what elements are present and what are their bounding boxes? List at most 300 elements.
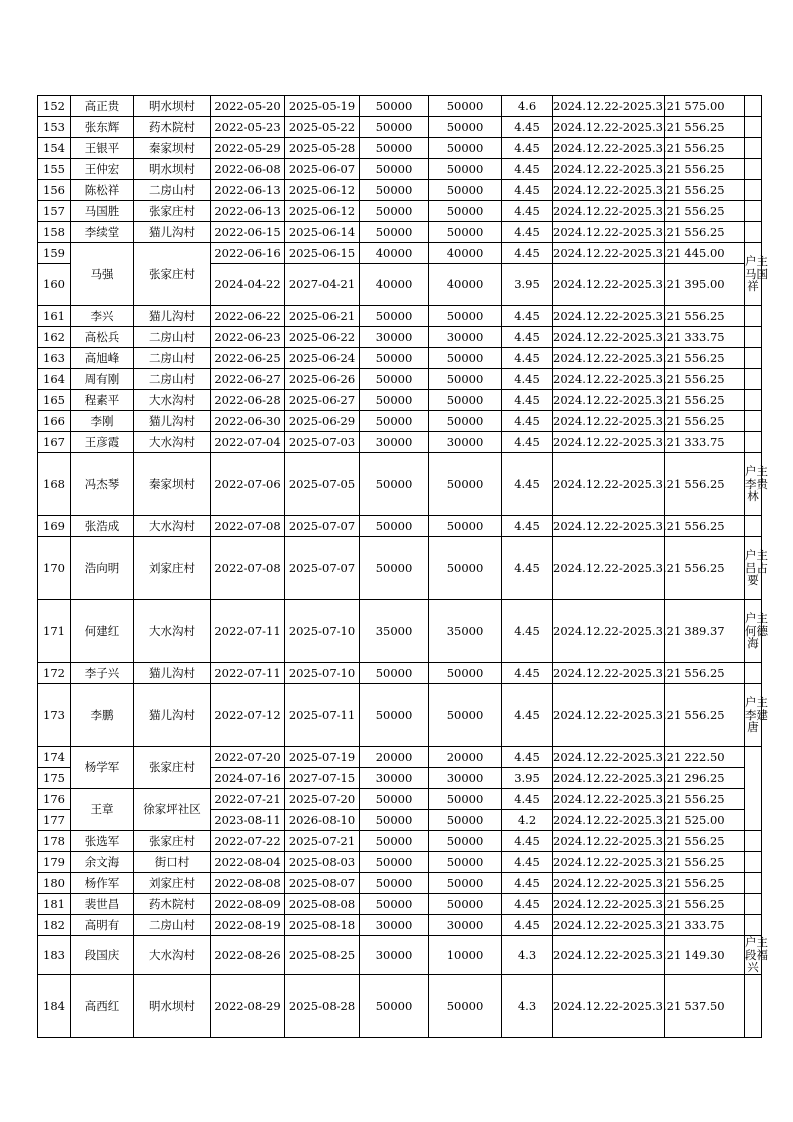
row-number-cell: 183: [38, 936, 71, 975]
interest-amount-cell: 556.25: [665, 873, 745, 894]
remark-cell: [745, 180, 762, 201]
interest-period-cell: 2024.12.22-2025.3.21: [553, 894, 665, 915]
loan-amount-cell: 50000: [360, 369, 429, 390]
loan-end-date-cell: 2025-07-07: [285, 516, 360, 537]
remark-line: 段福: [745, 947, 768, 962]
loan-amount-cell: 50000: [360, 201, 429, 222]
loan-balance-cell: 30000: [429, 327, 502, 348]
interest-amount-cell: 556.25: [665, 684, 745, 747]
loan-start-date-cell: 2022-06-08: [211, 159, 285, 180]
loan-end-date-cell: 2026-08-10: [285, 810, 360, 831]
interest-rate-cell: 3.95: [502, 768, 553, 789]
loan-end-date-cell: 2025-06-21: [285, 306, 360, 327]
interest-rate-cell: 4.45: [502, 306, 553, 327]
loan-amount-cell: 50000: [360, 789, 429, 810]
row-number-cell: 184: [38, 974, 71, 1037]
table-row: [38, 516, 762, 537]
table-row: [38, 537, 762, 600]
interest-rate-cell: 4.45: [502, 600, 553, 663]
interest-amount-cell: 556.25: [665, 411, 745, 432]
remark-cell: [745, 390, 762, 411]
interest-amount-cell: 556.25: [665, 516, 745, 537]
interest-amount-cell: 556.25: [665, 117, 745, 138]
loan-end-date-cell: 2025-06-07: [285, 159, 360, 180]
table-row: [38, 852, 762, 873]
remark-cell: [745, 243, 768, 306]
interest-rate-cell: 4.45: [502, 873, 553, 894]
remark-line: 兴: [747, 960, 759, 975]
loan-amount-cell: 50000: [360, 390, 429, 411]
borrower-name-cell: 马强: [71, 243, 134, 306]
interest-period-cell: 2024.12.22-2025.3.21: [553, 159, 665, 180]
village-cell: 张家庄村: [134, 201, 211, 222]
interest-period-cell: 2024.12.22-2025.3.21: [553, 873, 665, 894]
loan-end-date-cell: 2025-05-28: [285, 138, 360, 159]
loan-end-date-cell: 2025-08-08: [285, 894, 360, 915]
village-cell: 明水坝村: [134, 974, 211, 1037]
borrower-name-cell: 王银平: [71, 138, 134, 159]
remark-cell: [745, 138, 762, 159]
remark-cell: [745, 974, 762, 1037]
village-cell: 刘家庄村: [134, 537, 211, 600]
village-cell: 街口村: [134, 852, 211, 873]
table-row: [38, 117, 762, 138]
interest-rate-cell: 4.45: [502, 348, 553, 369]
interest-rate-cell: 4.45: [502, 222, 553, 243]
loan-start-date-cell: 2022-08-09: [211, 894, 285, 915]
row-number-cell: 164: [38, 369, 71, 390]
interest-period-cell: 2024.12.22-2025.3.21: [553, 516, 665, 537]
interest-rate-cell: 4.45: [502, 453, 553, 516]
loan-balance-cell: 50000: [429, 663, 502, 684]
village-cell: 猫儿沟村: [134, 663, 211, 684]
loan-amount-cell: 50000: [360, 138, 429, 159]
loan-amount-cell: 50000: [360, 306, 429, 327]
loan-amount-cell: 30000: [360, 915, 429, 936]
table-row: [38, 453, 762, 516]
loan-amount-cell: 50000: [360, 453, 429, 516]
loan-balance-cell: 50000: [429, 831, 502, 852]
loan-start-date-cell: 2022-07-11: [211, 600, 285, 663]
loan-start-date-cell: 2024-07-16: [211, 768, 285, 789]
interest-amount-cell: 537.50: [665, 974, 745, 1037]
interest-rate-cell: 4.45: [502, 663, 553, 684]
interest-amount-cell: 556.25: [665, 222, 745, 243]
loan-balance-cell: 10000: [429, 936, 502, 975]
interest-amount-cell: 556.25: [665, 180, 745, 201]
interest-amount-cell: 525.00: [665, 810, 745, 831]
interest-period-cell: 2024.12.22-2025.3.21: [553, 243, 665, 264]
village-cell: 秦家坝村: [134, 138, 211, 159]
interest-rate-cell: 4.45: [502, 852, 553, 873]
row-number-cell: 177: [38, 810, 71, 831]
loan-balance-cell: 50000: [429, 537, 502, 600]
interest-rate-cell: 4.45: [502, 369, 553, 390]
loan-end-date-cell: 2025-07-11: [285, 684, 360, 747]
borrower-name-cell: 余文海: [71, 852, 134, 873]
interest-period-cell: 2024.12.22-2025.3.21: [553, 369, 665, 390]
loan-interest-table: [37, 95, 768, 1038]
borrower-name-cell: 李刚: [71, 411, 134, 432]
interest-period-cell: 2024.12.22-2025.3.21: [553, 768, 665, 789]
interest-rate-cell: 4.45: [502, 537, 553, 600]
village-cell: 药木院村: [134, 117, 211, 138]
interest-period-cell: 2024.12.22-2025.3.21: [553, 537, 665, 600]
table-row: [38, 306, 762, 327]
loan-balance-cell: 30000: [429, 768, 502, 789]
loan-end-date-cell: 2025-07-03: [285, 432, 360, 453]
village-cell: 刘家庄村: [134, 873, 211, 894]
borrower-name-cell: 高明有: [71, 915, 134, 936]
loan-end-date-cell: 2025-06-12: [285, 201, 360, 222]
remark-line: 李贵: [745, 476, 768, 491]
row-number-cell: 174: [38, 747, 71, 768]
remark-cell: [745, 852, 762, 873]
loan-balance-cell: 50000: [429, 852, 502, 873]
loan-end-date-cell: 2025-06-12: [285, 180, 360, 201]
interest-period-cell: 2024.12.22-2025.3.21: [553, 831, 665, 852]
loan-end-date-cell: 2025-07-20: [285, 789, 360, 810]
borrower-name-cell: 王彦霞: [71, 432, 134, 453]
loan-amount-cell: 50000: [360, 852, 429, 873]
interest-rate-cell: 4.45: [502, 789, 553, 810]
loan-start-date-cell: 2022-05-29: [211, 138, 285, 159]
interest-period-cell: 2024.12.22-2025.3.21: [553, 684, 665, 747]
interest-amount-cell: 556.25: [665, 348, 745, 369]
interest-rate-cell: 4.45: [502, 894, 553, 915]
loan-amount-cell: 50000: [360, 810, 429, 831]
table-row: [38, 747, 762, 768]
interest-amount-cell: 222.50: [665, 747, 745, 768]
loan-start-date-cell: 2022-08-29: [211, 974, 285, 1037]
interest-amount-cell: 333.75: [665, 915, 745, 936]
loan-end-date-cell: 2025-05-19: [285, 96, 360, 117]
loan-balance-cell: 50000: [429, 390, 502, 411]
loan-amount-cell: 50000: [360, 180, 429, 201]
borrower-name-cell: 王章: [71, 789, 134, 831]
interest-amount-cell: 556.25: [665, 369, 745, 390]
loan-amount-cell: 50000: [360, 894, 429, 915]
remark-line: 户主: [745, 611, 768, 626]
loan-start-date-cell: 2022-08-08: [211, 873, 285, 894]
table-row: [38, 222, 762, 243]
loan-amount-cell: 30000: [360, 936, 429, 975]
remark-cell: [745, 935, 768, 975]
table-row: [38, 974, 762, 1037]
remark-line: 李建: [745, 707, 768, 722]
row-number-cell: 171: [38, 600, 71, 663]
loan-end-date-cell: 2025-06-27: [285, 390, 360, 411]
interest-rate-cell: 4.45: [502, 432, 553, 453]
loan-amount-cell: 50000: [360, 873, 429, 894]
interest-period-cell: 2024.12.22-2025.3.21: [553, 663, 665, 684]
interest-period-cell: 2024.12.22-2025.3.21: [553, 348, 665, 369]
loan-balance-cell: 50000: [429, 180, 502, 201]
interest-period-cell: 2024.12.22-2025.3.21: [553, 306, 665, 327]
loan-start-date-cell: 2022-06-30: [211, 411, 285, 432]
village-cell: 张家庄村: [134, 747, 211, 789]
remark-line: 户主: [745, 935, 768, 949]
borrower-name-cell: 李鹏: [71, 684, 134, 747]
loan-amount-cell: 50000: [360, 974, 429, 1037]
loan-balance-cell: 50000: [429, 453, 502, 516]
interest-period-cell: 2024.12.22-2025.3.21: [553, 390, 665, 411]
interest-rate-cell: 4.45: [502, 747, 553, 768]
interest-rate-cell: 4.45: [502, 831, 553, 852]
interest-rate-cell: 4.45: [502, 159, 553, 180]
remark-line: 祥: [747, 279, 759, 294]
interest-amount-cell: 556.25: [665, 663, 745, 684]
loan-amount-cell: 50000: [360, 117, 429, 138]
remark-cell: [745, 411, 762, 432]
interest-period-cell: 2024.12.22-2025.3.21: [553, 974, 665, 1037]
remark-line: 要: [747, 573, 759, 588]
loan-start-date-cell: 2022-07-12: [211, 684, 285, 747]
loan-start-date-cell: 2022-08-26: [211, 936, 285, 975]
borrower-name-cell: 李续堂: [71, 222, 134, 243]
loan-end-date-cell: 2025-06-14: [285, 222, 360, 243]
row-number-cell: 160: [38, 264, 71, 306]
table-row: [38, 936, 762, 975]
borrower-name-cell: 张东辉: [71, 117, 134, 138]
loan-end-date-cell: 2025-06-29: [285, 411, 360, 432]
interest-period-cell: 2024.12.22-2025.3.21: [553, 936, 665, 975]
loan-amount-cell: 50000: [360, 348, 429, 369]
loan-balance-cell: 50000: [429, 348, 502, 369]
remark-cell: [745, 306, 762, 327]
interest-amount-cell: 296.25: [665, 768, 745, 789]
row-number-cell: 155: [38, 159, 71, 180]
row-number-cell: 173: [38, 684, 71, 747]
interest-period-cell: 2024.12.22-2025.3.21: [553, 810, 665, 831]
interest-amount-cell: 556.25: [665, 537, 745, 600]
loan-start-date-cell: 2022-06-16: [211, 243, 285, 264]
interest-period-cell: 2024.12.22-2025.3.21: [553, 453, 665, 516]
loan-end-date-cell: 2025-08-28: [285, 974, 360, 1037]
interest-period-cell: 2024.12.22-2025.3.21: [553, 411, 665, 432]
row-number-cell: 162: [38, 327, 71, 348]
village-cell: 大水沟村: [134, 600, 211, 663]
interest-rate-cell: 4.45: [502, 138, 553, 159]
interest-rate-cell: 4.6: [502, 96, 553, 117]
remark-line: 户主: [745, 548, 768, 563]
loan-amount-cell: 30000: [360, 432, 429, 453]
loan-end-date-cell: 2025-06-26: [285, 369, 360, 390]
interest-amount-cell: 556.25: [665, 852, 745, 873]
row-number-cell: 156: [38, 180, 71, 201]
loan-start-date-cell: 2022-07-22: [211, 831, 285, 852]
interest-rate-cell: 4.45: [502, 516, 553, 537]
loan-end-date-cell: 2025-07-10: [285, 663, 360, 684]
village-cell: 徐家坪社区: [134, 789, 211, 831]
remark-line: 户主: [745, 254, 768, 269]
loan-end-date-cell: 2025-08-18: [285, 915, 360, 936]
borrower-name-cell: 裴世昌: [71, 894, 134, 915]
remark-cell: [745, 432, 762, 453]
loan-balance-cell: 50000: [429, 974, 502, 1037]
remark-cell: [745, 684, 768, 747]
remark-cell: [745, 201, 762, 222]
loan-balance-cell: 30000: [429, 915, 502, 936]
interest-rate-cell: 4.45: [502, 327, 553, 348]
loan-start-date-cell: 2024-04-22: [211, 264, 285, 306]
remark-line: 何德: [745, 623, 768, 638]
village-cell: 猫儿沟村: [134, 684, 211, 747]
interest-amount-cell: 575.00: [665, 96, 745, 117]
remark-line: 唐: [747, 720, 759, 735]
remark-cell: [745, 873, 762, 894]
interest-amount-cell: 556.25: [665, 201, 745, 222]
loan-start-date-cell: 2022-06-22: [211, 306, 285, 327]
loan-amount-cell: 30000: [360, 768, 429, 789]
loan-amount-cell: 40000: [360, 264, 429, 306]
row-number-cell: 176: [38, 789, 71, 810]
row-number-cell: 170: [38, 537, 71, 600]
borrower-name-cell: 程素平: [71, 390, 134, 411]
village-cell: 大水沟村: [134, 432, 211, 453]
row-number-cell: 158: [38, 222, 71, 243]
borrower-name-cell: 李兴: [71, 306, 134, 327]
interest-amount-cell: 395.00: [665, 264, 745, 306]
interest-amount-cell: 333.75: [665, 432, 745, 453]
loan-balance-cell: 50000: [429, 894, 502, 915]
interest-amount-cell: 556.25: [665, 138, 745, 159]
loan-start-date-cell: 2022-07-08: [211, 516, 285, 537]
remark-cell: [745, 117, 762, 138]
loan-start-date-cell: 2022-08-04: [211, 852, 285, 873]
interest-period-cell: 2024.12.22-2025.3.21: [553, 600, 665, 663]
remark-line: 马国: [745, 266, 768, 281]
interest-rate-cell: 4.45: [502, 390, 553, 411]
interest-rate-cell: 3.95: [502, 264, 553, 306]
interest-period-cell: 2024.12.22-2025.3.21: [553, 201, 665, 222]
interest-amount-cell: 556.25: [665, 306, 745, 327]
row-number-cell: 152: [38, 96, 71, 117]
remark-cell: [745, 327, 762, 348]
loan-amount-cell: 40000: [360, 243, 429, 264]
loan-balance-cell: 40000: [429, 243, 502, 264]
loan-start-date-cell: 2022-08-19: [211, 915, 285, 936]
loan-amount-cell: 35000: [360, 600, 429, 663]
loan-amount-cell: 20000: [360, 747, 429, 768]
loan-amount-cell: 50000: [360, 663, 429, 684]
borrower-name-cell: 冯杰琴: [71, 453, 134, 516]
row-number-cell: 167: [38, 432, 71, 453]
remark-cell: [745, 600, 768, 663]
row-number-cell: 153: [38, 117, 71, 138]
loan-balance-cell: 50000: [429, 159, 502, 180]
row-number-cell: 178: [38, 831, 71, 852]
interest-amount-cell: 389.37: [665, 600, 745, 663]
table-row: [38, 327, 762, 348]
row-number-cell: 172: [38, 663, 71, 684]
table-row: [38, 96, 762, 117]
village-cell: 大水沟村: [134, 516, 211, 537]
row-number-cell: 169: [38, 516, 71, 537]
loan-balance-cell: 50000: [429, 369, 502, 390]
remark-line: 林: [747, 489, 759, 504]
interest-amount-cell: 149.30: [665, 936, 745, 975]
loan-balance-cell: 20000: [429, 747, 502, 768]
loan-balance-cell: 50000: [429, 411, 502, 432]
village-cell: 猫儿沟村: [134, 411, 211, 432]
loan-start-date-cell: 2022-07-21: [211, 789, 285, 810]
loan-balance-cell: 50000: [429, 684, 502, 747]
interest-rate-cell: 4.45: [502, 915, 553, 936]
loan-amount-cell: 30000: [360, 327, 429, 348]
borrower-name-cell: 马国胜: [71, 201, 134, 222]
interest-rate-cell: 4.45: [502, 201, 553, 222]
table-row: [38, 873, 762, 894]
loan-end-date-cell: 2025-05-22: [285, 117, 360, 138]
interest-amount-cell: 556.25: [665, 453, 745, 516]
loan-start-date-cell: 2022-06-27: [211, 369, 285, 390]
interest-rate-cell: 4.45: [502, 243, 553, 264]
interest-amount-cell: 333.75: [665, 327, 745, 348]
loan-balance-cell: 50000: [429, 516, 502, 537]
interest-period-cell: 2024.12.22-2025.3.21: [553, 327, 665, 348]
loan-start-date-cell: 2022-06-13: [211, 180, 285, 201]
interest-rate-cell: 4.3: [502, 974, 553, 1037]
loan-end-date-cell: 2025-07-19: [285, 747, 360, 768]
interest-amount-cell: 445.00: [665, 243, 745, 264]
interest-period-cell: 2024.12.22-2025.3.21: [553, 117, 665, 138]
loan-balance-cell: 50000: [429, 96, 502, 117]
row-number-cell: 179: [38, 852, 71, 873]
village-cell: 明水坝村: [134, 159, 211, 180]
remark-line: 吕占: [745, 560, 768, 575]
table-row: [38, 684, 762, 747]
row-number-cell: 182: [38, 915, 71, 936]
loan-end-date-cell: 2025-07-21: [285, 831, 360, 852]
village-cell: 二房山村: [134, 180, 211, 201]
loan-balance-cell: 40000: [429, 264, 502, 306]
interest-amount-cell: 556.25: [665, 789, 745, 810]
table-row: [38, 243, 762, 264]
interest-amount-cell: 556.25: [665, 831, 745, 852]
borrower-name-cell: 李子兴: [71, 663, 134, 684]
loan-amount-cell: 50000: [360, 96, 429, 117]
loan-end-date-cell: 2027-04-21: [285, 264, 360, 306]
interest-period-cell: 2024.12.22-2025.3.21: [553, 222, 665, 243]
remark-cell: [745, 96, 762, 117]
loan-amount-cell: 50000: [360, 222, 429, 243]
table-row: [38, 390, 762, 411]
interest-period-cell: 2024.12.22-2025.3.21: [553, 852, 665, 873]
remark-cell: [745, 453, 768, 516]
row-number-cell: 166: [38, 411, 71, 432]
borrower-name-cell: 段国庆: [71, 936, 134, 975]
interest-rate-cell: 4.45: [502, 180, 553, 201]
table-row: [38, 180, 762, 201]
loan-end-date-cell: 2025-07-05: [285, 453, 360, 516]
loan-amount-cell: 50000: [360, 684, 429, 747]
interest-period-cell: 2024.12.22-2025.3.21: [553, 915, 665, 936]
table-body: [38, 96, 768, 1038]
row-number-cell: 154: [38, 138, 71, 159]
loan-start-date-cell: 2022-06-25: [211, 348, 285, 369]
remark-cell: [745, 831, 762, 852]
row-number-cell: 168: [38, 453, 71, 516]
remark-line: 户主: [745, 695, 768, 710]
row-number-cell: 180: [38, 873, 71, 894]
loan-start-date-cell: 2022-07-11: [211, 663, 285, 684]
table-row: [38, 411, 762, 432]
table-row: [38, 159, 762, 180]
table-row: [38, 369, 762, 390]
table-row: [38, 432, 762, 453]
interest-period-cell: 2024.12.22-2025.3.21: [553, 432, 665, 453]
